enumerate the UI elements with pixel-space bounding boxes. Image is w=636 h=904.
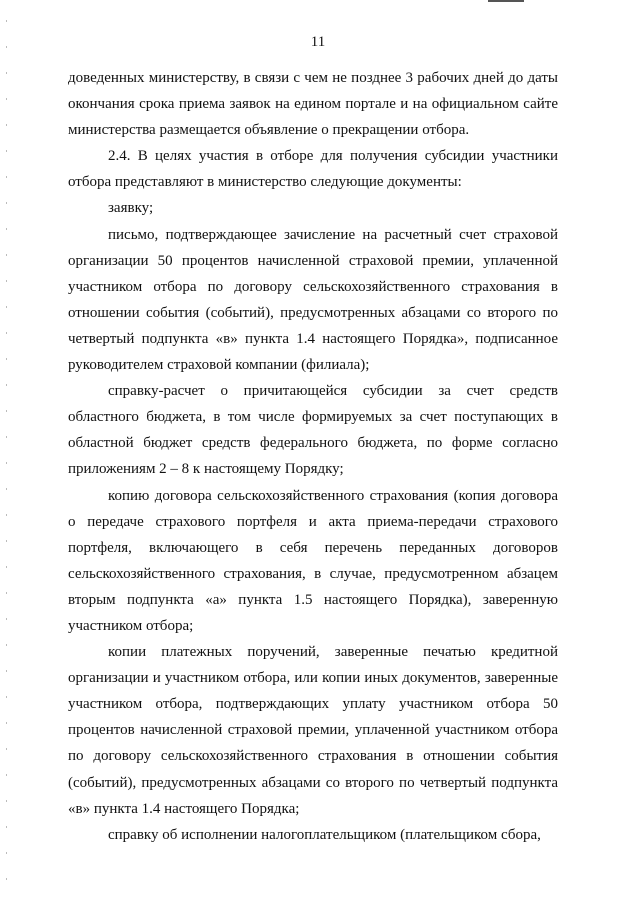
page-number: 11 xyxy=(310,34,326,50)
paragraph: заявку; xyxy=(108,200,154,217)
paragraph: справку-расчет о причитающейся субсидии за счет средств областного бюджета, в том числе формируемых за счет поступающих в областной бюджет средств федерального бюджета, по форме согласно приложениям 2 – 8 к настоящему Порядку; xyxy=(68,383,558,478)
paragraph: копии платежных поручений, заверенные печатью кредитной организации и участником отбора, или копии иных документов, заверенные участником отбора, подтверждающих уплату участником отбора 50 процентов начисленной страховой премии, уплаченной участником отбора по договору сельскохозяйственного страхования в отношении события (событий), предусмотренных абзацами со второго по четвертый подпункта «в» пункта 1.4 настоящего Порядка; xyxy=(68,644,558,817)
paragraph: доведенных министерству, в связи с чем не позднее 3 рабочих дней до даты окончания срока приема заявок на едином портале и на официальном сайте министерства размещается объявление о прекращении отбора. xyxy=(68,70,558,139)
paragraph: копию договора сельскохозяйственного страхования (копия договора о передаче страхового портфеля и акта приема-передачи страхового портфеля, включающего в себя перечень переданных договоров сельскохозяйственного страхования, в случае, предусмотренном абзацем вторым подпункта «а» пункта 1.5 настоящего Порядка), заверенную участником отбора; xyxy=(68,487,558,634)
scan-margin-marks xyxy=(6,20,7,880)
paragraph: 2.4. В целях участия в отборе для получения субсидии участники отбора представляют в министерство следующие документы: xyxy=(68,148,558,191)
paragraph: справку об исполнении налогоплательщиком (плательщиком сбора, xyxy=(108,826,541,843)
paragraph: письмо, подтверждающее зачисление на расчетный счет страховой организации 50 процентов начисленной страховой премии, уплаченной участником отбора по договору сельскохозяйственного страхования в отношении события (событий), предусмотренных абзацами со второго по четвертый подпункта «в» пункта 1.4 настоящего Порядка», подписанное руководителем страховой компании (филиала); xyxy=(68,226,558,374)
scan-artifact-line xyxy=(488,0,524,2)
document-body xyxy=(68,65,558,848)
